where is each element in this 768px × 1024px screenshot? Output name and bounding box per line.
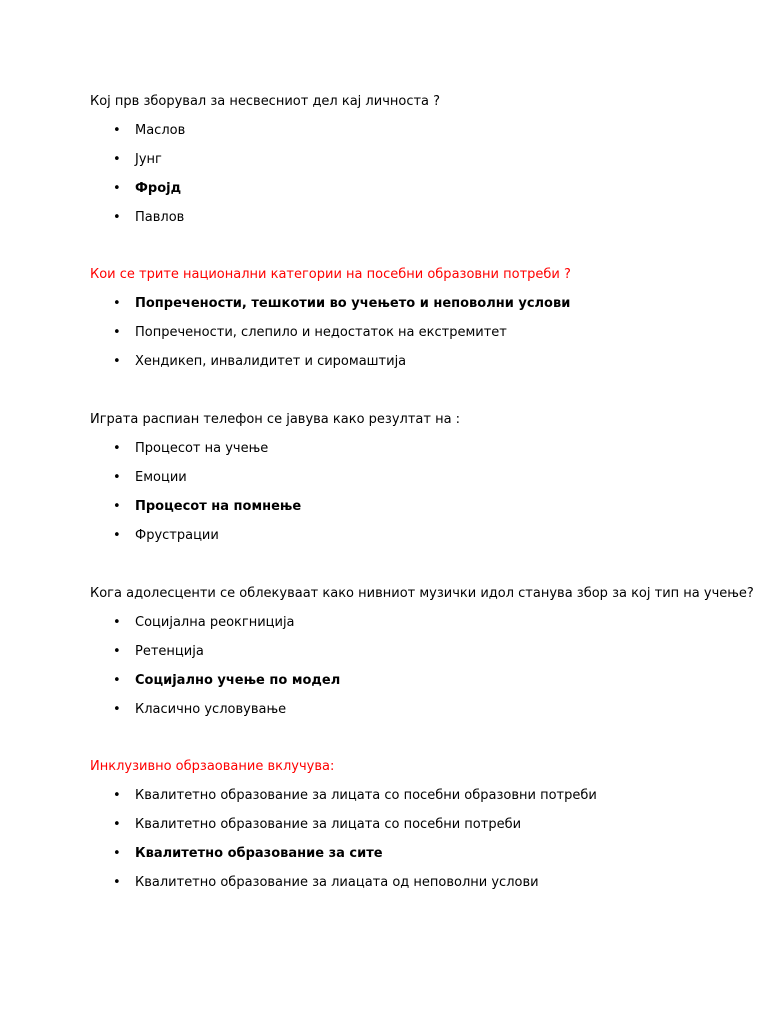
option-text: Хендикеп, инвалидитет и сиромаштија bbox=[135, 354, 407, 369]
option-item bbox=[90, 122, 730, 140]
question-text: Кои се трите национални категории на посебни образовни потреби ? bbox=[90, 267, 571, 282]
bullet-icon: • bbox=[113, 296, 121, 311]
question-block-1 bbox=[90, 93, 730, 227]
option-item bbox=[90, 701, 730, 719]
option-item bbox=[90, 672, 730, 690]
bullet-icon: • bbox=[113, 123, 121, 138]
bullet-icon: • bbox=[113, 817, 121, 832]
question-text: Кој прв зборувал за несвесниот дел кај личноста ? bbox=[90, 94, 441, 109]
question-block-4 bbox=[90, 585, 754, 719]
question-text: Инклузивно обрзаование вклучува: bbox=[90, 759, 335, 774]
bullet-icon: • bbox=[113, 702, 121, 717]
question-block-3 bbox=[90, 411, 730, 545]
option-list bbox=[90, 614, 730, 719]
bullet-icon: • bbox=[113, 152, 121, 167]
option-text: Павлов bbox=[135, 210, 185, 225]
option-item bbox=[90, 324, 730, 342]
bullet-icon: • bbox=[113, 470, 121, 485]
option-item bbox=[90, 498, 730, 516]
option-item bbox=[90, 180, 730, 198]
option-item bbox=[90, 469, 730, 487]
option-text: Класично условување bbox=[135, 702, 287, 717]
option-list bbox=[90, 787, 730, 892]
option-list bbox=[90, 440, 730, 545]
option-text: Квалитетно образование за лицата со посебни потреби bbox=[135, 817, 522, 832]
bullet-icon: • bbox=[113, 325, 121, 340]
option-item bbox=[90, 440, 730, 458]
option-list bbox=[90, 295, 730, 371]
bullet-icon: • bbox=[113, 875, 121, 890]
bullet-icon: • bbox=[113, 354, 121, 369]
question-text: Играта распиан телефон се јавува како резултат на : bbox=[90, 412, 461, 427]
option-item bbox=[90, 845, 730, 863]
question-text: Кога адолесценти се облекуваат како нивниот музички идол станува збор за кој тип на учење? bbox=[90, 586, 754, 601]
bullet-icon: • bbox=[113, 644, 121, 659]
option-item bbox=[90, 151, 730, 169]
bullet-icon: • bbox=[113, 615, 121, 630]
option-text: Квалитетно образование за сите bbox=[135, 846, 383, 861]
option-item bbox=[90, 295, 730, 313]
bullet-icon: • bbox=[113, 788, 121, 803]
option-text: Ретенција bbox=[135, 644, 204, 659]
option-text: Социјална реокгниција bbox=[135, 615, 295, 630]
option-text: Попречености, слепило и недостаток на екстремитет bbox=[135, 325, 507, 340]
option-text: Фројд bbox=[135, 181, 182, 196]
option-text: Социјално учење по модел bbox=[135, 673, 341, 688]
bullet-icon: • bbox=[113, 673, 121, 688]
option-item bbox=[90, 527, 730, 545]
bullet-icon: • bbox=[113, 181, 121, 196]
option-text: Попречености, тешкотии во учењето и неповолни услови bbox=[135, 296, 571, 311]
option-list bbox=[90, 122, 730, 227]
option-item bbox=[90, 614, 730, 632]
option-text: Квалитетно образование за лицата со посебни образовни потреби bbox=[135, 788, 597, 803]
question-block-5 bbox=[90, 758, 730, 892]
option-item bbox=[90, 874, 730, 892]
option-item bbox=[90, 353, 730, 371]
option-text: Процесот на учење bbox=[135, 441, 269, 456]
bullet-icon: • bbox=[113, 210, 121, 225]
option-item bbox=[90, 787, 730, 805]
option-item bbox=[90, 643, 730, 661]
option-text: Јунг bbox=[135, 152, 162, 167]
bullet-icon: • bbox=[113, 528, 121, 543]
question-block-2 bbox=[90, 266, 730, 371]
option-item bbox=[90, 209, 730, 227]
bullet-icon: • bbox=[113, 846, 121, 861]
bullet-icon: • bbox=[113, 441, 121, 456]
option-item bbox=[90, 816, 730, 834]
option-text: Фрустрации bbox=[135, 528, 219, 543]
option-text: Маслов bbox=[135, 123, 186, 138]
option-text: Процесот на помнење bbox=[135, 499, 302, 514]
option-text: Емоции bbox=[135, 470, 187, 485]
bullet-icon: • bbox=[113, 499, 121, 514]
option-text: Квалитетно образование за лиацата од неповолни услови bbox=[135, 875, 539, 890]
